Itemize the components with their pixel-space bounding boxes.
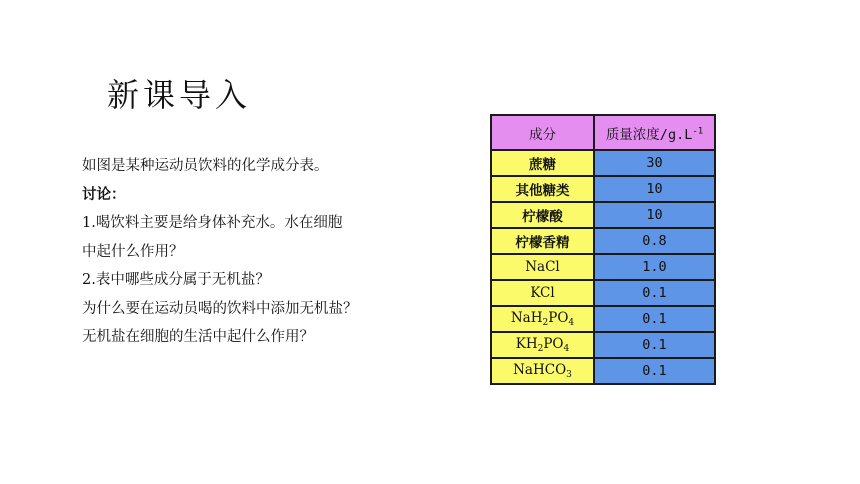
table-header-row [491,115,715,150]
component-name: KCl [491,280,594,306]
component-name: NaHCO$_3$ [491,358,594,384]
discussion-label: 讨论： [82,186,126,203]
table-row [491,150,715,176]
table-row [491,228,715,254]
component-name: $NaH_2PO_4$ [491,306,594,332]
question-2-line-3: 无机盐在细胞的生活中起什么作用？ [82,329,314,345]
table-row [491,202,715,228]
question-1-line-1: 1.喝饮料主要是给身体补充水。水在细胞 [82,215,343,231]
question-1-line-2: 中起什么作用？ [82,243,184,260]
component-value: 1.0 [594,254,715,280]
discussion-text [82,152,412,352]
component-value: 0.1 [594,280,715,306]
component-value: 0.1 [594,358,715,384]
component-value: 10 [594,202,715,228]
component-value: 10 [594,176,715,202]
table-row [491,176,715,202]
component-value: 30 [594,150,715,176]
slide-title: 新课导入 [107,76,252,114]
header-component: 成分 [491,115,594,150]
table-row [491,332,715,358]
table-row [491,306,715,332]
question-2-line-1: 2.表中哪些成分属于无机盐？ [82,272,270,288]
composition-table [490,114,716,385]
component-name: 柠檬酸 [491,202,594,228]
header-concentration: 质量浓度$/g.L^{-1}$ [594,115,715,150]
component-name: 蔗糖 [491,150,594,176]
table-row [491,358,715,384]
component-name: $KH_2PO_4$ [491,332,594,358]
component-value: 0.8 [594,228,715,254]
component-value: 0.1 [594,332,715,358]
question-2-line-2: 为什么要在运动员喝的饮料中添加无机盐？ [82,300,358,317]
component-value: 0.1 [594,306,715,332]
component-name: NaCl [491,254,594,280]
table-row [491,280,715,306]
intro-line: 如图是某种运动员饮料的化学成分表。 [82,158,329,174]
table-row [491,254,715,280]
component-name: 其他糖类 [491,176,594,202]
component-name: 柠檬香精 [491,228,594,254]
